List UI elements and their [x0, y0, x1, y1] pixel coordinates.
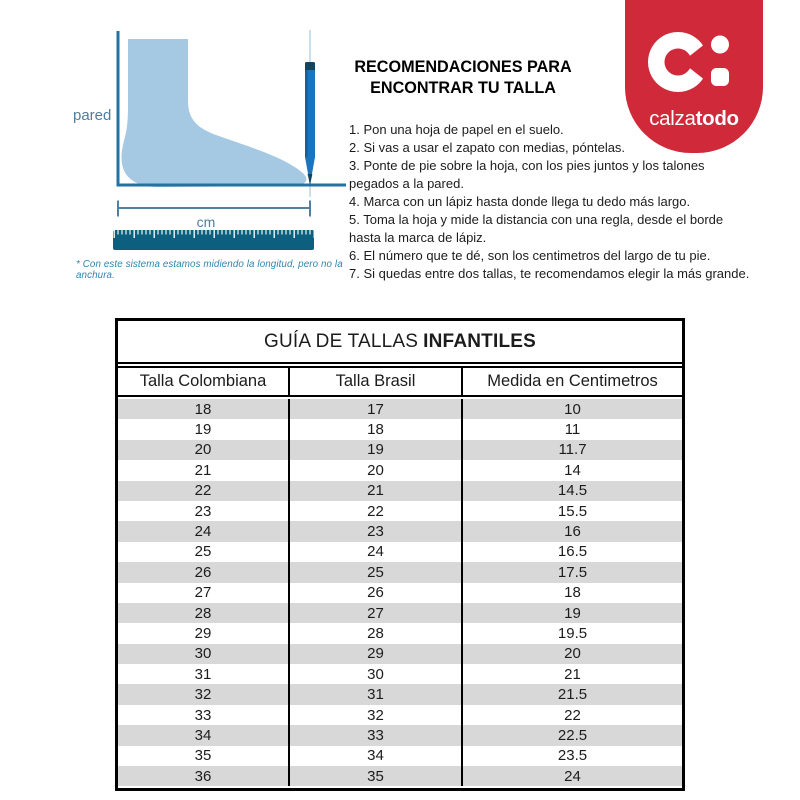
column-header: Medida en Centimetros [461, 368, 682, 395]
size-table-title-normal: GUÍA DE TALLAS [263, 330, 419, 352]
foot-silhouette [122, 39, 307, 187]
table-cell: 18 [194, 400, 212, 418]
table-row [118, 419, 682, 439]
size-table-header [118, 366, 682, 397]
column-header: Talla Colombiana [139, 372, 267, 390]
table-cell: 29 [194, 624, 212, 642]
size-table-body [118, 399, 682, 788]
table-cell: 30 [194, 645, 212, 663]
table-cell: 20 [194, 441, 212, 459]
recommendation-step: 1. Pon una hoja de papel en el suelo. [349, 122, 564, 137]
table-cell: 26 [288, 583, 461, 603]
table-cell: 34 [194, 726, 212, 744]
table-cell: 33 [194, 706, 212, 724]
table-cell: 32 [288, 705, 461, 725]
table-cell: 15.5 [461, 501, 682, 521]
ruler-icon [113, 230, 314, 250]
table-cell: 31 [194, 665, 212, 683]
table-cell: 16.5 [461, 542, 682, 562]
table-cell: 19 [194, 421, 212, 439]
logo-wordmark-calza: calza [649, 107, 696, 130]
table-cell: 18 [288, 419, 461, 439]
table-cell: 22 [194, 482, 212, 500]
recommendation-step: 7. Si quedas entre dos tallas, te recomendamos elegir la más grande. [349, 266, 750, 281]
table-cell: 21 [288, 481, 461, 501]
table-cell: 20 [461, 644, 682, 664]
table-cell: 18 [461, 583, 682, 603]
table-row [118, 399, 682, 419]
table-row [118, 623, 682, 643]
table-cell: 25 [288, 562, 461, 582]
measurement-note: * Con este sistema estamos midiendo la longitud, pero no la anchura. [76, 259, 343, 281]
foot-diagram-illustration [60, 25, 352, 257]
table-cell: 27 [194, 584, 212, 602]
table-cell: 23 [194, 502, 212, 520]
table-cell: 19 [288, 440, 461, 460]
table-cell: 11 [461, 419, 682, 439]
table-cell: 20 [288, 460, 461, 480]
table-row [118, 603, 682, 623]
table-cell: 19.5 [461, 623, 682, 643]
table-cell: 24 [461, 766, 682, 786]
table-row [118, 684, 682, 704]
table-row [118, 766, 682, 786]
cm-label: cm [196, 214, 216, 230]
table-cell: 23.5 [461, 746, 682, 766]
table-row [118, 460, 682, 480]
table-cell: 35 [288, 766, 461, 786]
table-row [118, 481, 682, 501]
table-cell: 31 [288, 684, 461, 704]
table-cell: 23 [288, 521, 461, 541]
table-cell: 24 [194, 523, 212, 541]
wall-label: pared [73, 107, 112, 124]
table-row [118, 746, 682, 766]
table-row [118, 725, 682, 745]
table-cell: 17 [288, 399, 461, 419]
table-cell: 22 [461, 705, 682, 725]
table-cell: 19 [461, 603, 682, 623]
table-cell: 27 [288, 603, 461, 623]
table-row [118, 521, 682, 541]
table-row [118, 644, 682, 664]
table-row [118, 501, 682, 521]
table-cell: 28 [288, 623, 461, 643]
recommendations-title [348, 57, 578, 98]
table-cell: 16 [461, 521, 682, 541]
size-table-title [118, 321, 682, 364]
table-cell: 14.5 [461, 481, 682, 501]
table-cell: 17.5 [461, 562, 682, 582]
table-cell: 36 [194, 767, 212, 785]
brand-logo [625, 0, 763, 153]
logo-wordmark-todo: todo [695, 107, 739, 130]
foot-measuring-diagram [60, 25, 352, 257]
table-cell: 22 [288, 501, 461, 521]
table-cell: 30 [288, 664, 461, 684]
recommendation-step: 4. Marca con un lápiz hasta donde llega tu dedo más largo. [349, 194, 691, 209]
table-row [118, 440, 682, 460]
recommendation-step: 6. El número que te dé, son los centimetros del largo de tu pie. [349, 248, 711, 263]
table-row [118, 705, 682, 725]
table-cell: 22.5 [461, 725, 682, 745]
recommendation-step: 2. Si vas a usar el zapato con medias, póntelas. [349, 140, 626, 155]
logo-wordmark [625, 107, 763, 131]
table-cell: 21 [194, 461, 212, 479]
table-cell: 14 [461, 460, 682, 480]
table-cell: 24 [288, 542, 461, 562]
recommendation-step: 5. Toma la hoja y mide la distancia con una regla, desde el borde hasta la marca de lápiz. [349, 212, 724, 245]
table-cell: 32 [194, 686, 212, 704]
table-row [118, 583, 682, 603]
table-cell: 21.5 [461, 684, 682, 704]
table-cell: 34 [288, 746, 461, 766]
table-cell: 11.7 [461, 440, 682, 460]
table-cell: 29 [288, 644, 461, 664]
recommendation-step: 3. Ponte de pie sobre la hoja, con los pies juntos y los talones pegados a la pared. [349, 158, 705, 191]
table-cell: 26 [194, 563, 212, 581]
table-cell: 25 [194, 543, 212, 561]
size-table [115, 318, 685, 791]
table-cell: 35 [194, 747, 212, 765]
column-header: Talla Brasil [288, 368, 461, 395]
table-row [118, 562, 682, 582]
size-table-title-bold: INFANTILES [423, 330, 536, 352]
recommendations-title-line2: ENCONTRAR TU TALLA [370, 78, 556, 97]
table-row [118, 664, 682, 684]
table-cell: 21 [461, 664, 682, 684]
table-cell: 10 [461, 399, 682, 419]
table-cell: 28 [194, 604, 212, 622]
table-cell: 33 [288, 725, 461, 745]
table-row [118, 542, 682, 562]
recommendations-title-line1: RECOMENDACIONES PARA [354, 58, 572, 76]
pencil-icon [305, 62, 315, 185]
